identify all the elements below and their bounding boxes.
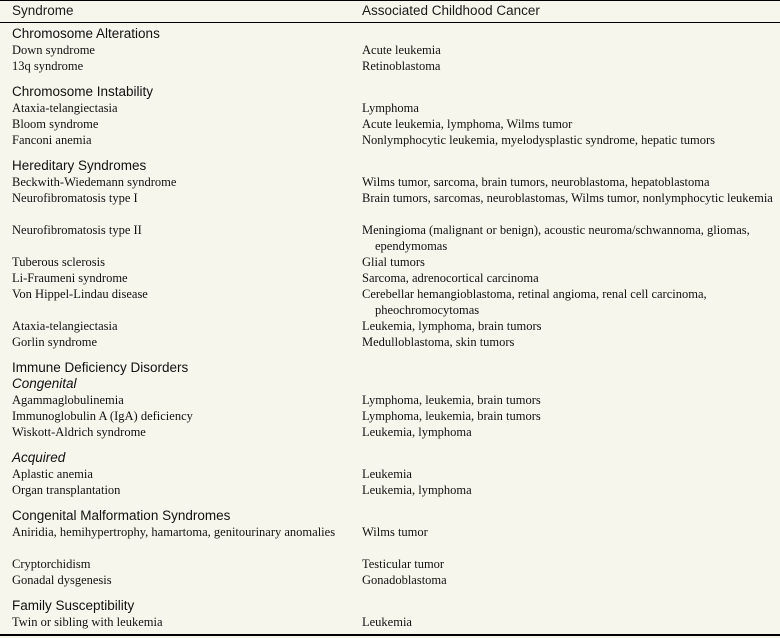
syndrome-cell: Immunoglobulin A (IgA) deficiency [12, 409, 193, 423]
section-title: Hereditary Syndromes [12, 158, 147, 173]
subsection-title: Acquired [12, 450, 66, 465]
syndrome-cell: Bloom syndrome [12, 117, 99, 131]
cancer-cell: Acute leukemia, lymphoma, Wilms tumor [362, 117, 573, 131]
subsection-title: Congenital [12, 376, 77, 391]
syndrome-cell: Beckwith-Wiedemann syndrome [12, 175, 177, 189]
section-title: Chromosome Alterations [12, 26, 160, 41]
cancer-cell: Testicular tumor [362, 557, 445, 571]
syndrome-cell: 13q syndrome [12, 59, 84, 73]
syndrome-cell: Li-Fraumeni syndrome [12, 271, 128, 285]
syndrome-cell: Neurofibromatosis type I [12, 191, 138, 205]
syndrome-cell: Tuberous sclerosis [12, 255, 105, 269]
cancer-cell: Brain tumors, sarcomas, neuroblastomas, Wilms tumor, nonlymphocytic leukemia [362, 191, 773, 205]
cancer-cell: Medulloblastoma, skin tumors [362, 335, 515, 349]
cancer-cell: Leukemia [362, 467, 412, 481]
cancer-cell: Leukemia, lymphoma [362, 483, 472, 497]
syndrome-cell: Organ transplantation [12, 483, 121, 497]
cancer-cell: Wilms tumor, sarcoma, brain tumors, neuroblastoma, hepatoblastoma [362, 175, 710, 189]
header-syndrome: Syndrome [12, 3, 74, 18]
syndrome-cell: Aniridia, hemihypertrophy, hamartoma, genitourinary anomalies [12, 525, 336, 539]
syndrome-cell: Cryptorchidism [12, 557, 91, 571]
cancer-cell: Lymphoma, leukemia, brain tumors [362, 393, 541, 407]
syndrome-cell: Twin or sibling with leukemia [12, 615, 163, 629]
cancer-cell: Lymphoma [362, 101, 419, 115]
cancer-cell: Leukemia, lymphoma [362, 425, 472, 439]
syndrome-cell: Gonadal dysgenesis [12, 573, 112, 587]
syndrome-cell: Von Hippel-Lindau disease [12, 287, 148, 301]
syndrome-cell: Aplastic anemia [12, 467, 93, 481]
table-bottom-rule [0, 634, 780, 636]
section-title: Congenital Malformation Syndromes [12, 508, 231, 523]
table-header [0, 0, 780, 23]
cancer-cell: Lymphoma, leukemia, brain tumors [362, 409, 541, 423]
syndrome-cell: Gorlin syndrome [12, 335, 98, 349]
cancer-cell: Leukemia [362, 615, 412, 629]
syndrome-cell: Ataxia-telangiectasia [12, 101, 118, 115]
syndrome-cell: Neurofibromatosis type II [12, 223, 142, 237]
section-title: Family Susceptibility [12, 598, 135, 613]
syndrome-cell: Down syndrome [12, 43, 95, 57]
syndrome-cell: Ataxia-telangiectasia [12, 319, 118, 333]
cancer-cell: Meningioma (malignant or benign), acoustic neuroma/schwannoma, gliomas, ependymomas [362, 223, 750, 253]
cancer-cell: Retinoblastoma [362, 59, 441, 73]
syndrome-cell: Fanconi anemia [12, 133, 92, 147]
syndrome-cell: Agammaglobulinemia [12, 393, 124, 407]
syndrome-cell: Wiskott-Aldrich syndrome [12, 425, 146, 439]
cancer-cell: Gonadoblastoma [362, 573, 447, 587]
cancer-cell: Cerebellar hemangioblastoma, retinal angioma, renal cell carcinoma, pheochromocytomas [362, 287, 707, 317]
cancer-cell: Sarcoma, adrenocortical carcinoma [362, 271, 539, 285]
cancer-cell: Wilms tumor [362, 525, 428, 539]
cancer-cell: Leukemia, lymphoma, brain tumors [362, 319, 542, 333]
section-title: Chromosome Instability [12, 84, 154, 99]
cancer-cell: Glial tumors [362, 255, 425, 269]
cancer-cell: Acute leukemia [362, 43, 441, 57]
cancer-cell: Nonlymphocytic leukemia, myelodysplastic syndrome, hepatic tumors [362, 133, 716, 147]
header-associated-cancer: Associated Childhood Cancer [362, 3, 540, 18]
section-title: Immune Deficiency Disorders [12, 360, 189, 375]
